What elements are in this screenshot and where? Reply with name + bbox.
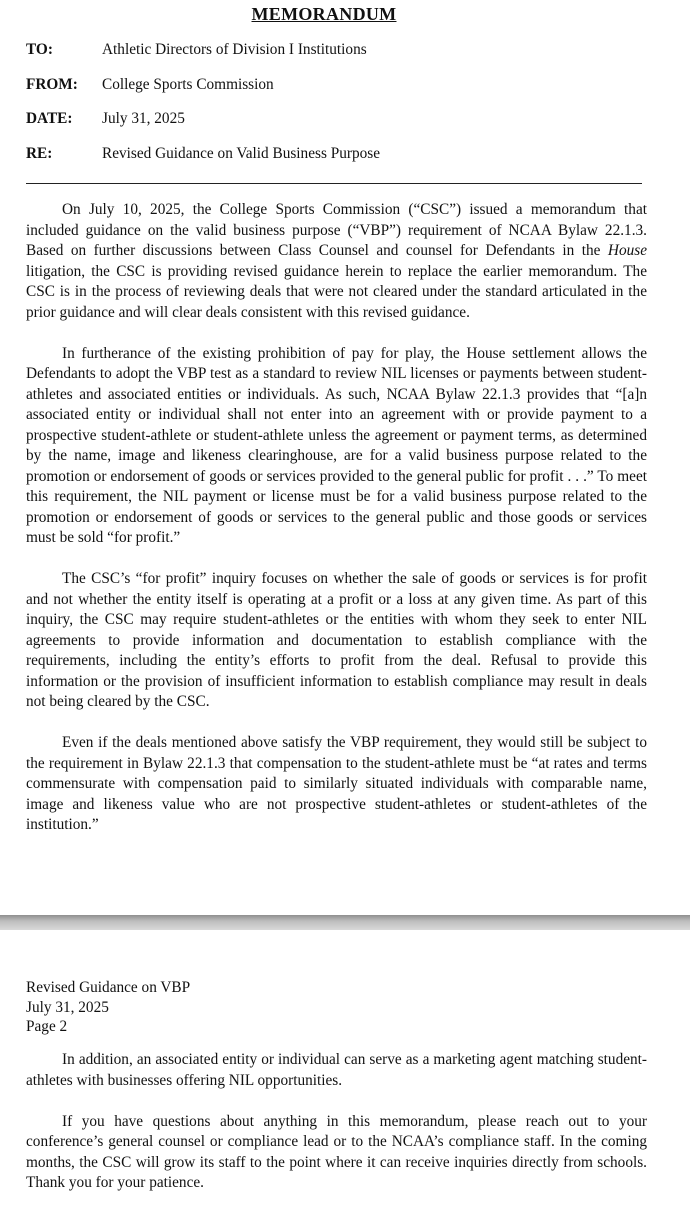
paragraph-1-part-a: On July 10, 2025, the College Sports Commission (“CSC”) issued a memorandum that included guidance on the valid business purpose (“VBP”) requirement of NCAA Bylaw 22.1.3. Based on further discussions between Class Counsel and counsel for Defendants in the xyxy=(26,201,647,259)
to-value: Athletic Directors of Division I Institutions xyxy=(102,41,367,58)
from-label: FROM: xyxy=(26,76,78,93)
date-label: DATE: xyxy=(26,110,73,127)
re-label: RE: xyxy=(26,145,53,162)
running-head xyxy=(26,978,190,1037)
from-value: College Sports Commission xyxy=(102,76,274,93)
memo-title: MEMORANDUM xyxy=(251,4,397,24)
paragraph-1-case-name: House xyxy=(607,242,647,259)
paragraph-6: If you have questions about anything in this memorandum, please reach out to your conference’s general counsel or compliance lead or to the NCAA’s compliance staff. In the coming months, the CSC will grow its staff to the point where it can receive inquiries directly from schools. Thank you for your patience. xyxy=(26,1112,647,1191)
paragraph-3: The CSC’s “for profit” inquiry focuses on whether the sale of goods or services is for profit and not whether the entity itself is operating at a profit or a loss at any given time. As part of this inquiry, the CSC may require student-athletes or the entities with whom they seek to enter NIL agreements to provide information and documentation to establish compliance with the requirements, including the entity’s efforts to profit from the deal. Refusal to provide this information or the provision of insufficient information to establish compliance may result in deals not being cleared by the CSC. xyxy=(26,570,647,710)
paragraph-5: In addition, an associated entity or individual can serve as a marketing agent matching student-athletes with businesses offering NIL opportunities. xyxy=(26,1051,647,1089)
running-head-date: July 31, 2025 xyxy=(26,998,109,1016)
page-2-body xyxy=(26,1050,647,1214)
to-label: TO: xyxy=(26,41,53,58)
running-head-page: Page 2 xyxy=(26,1018,68,1035)
page-separator xyxy=(0,915,690,930)
paragraph-1-part-b: litigation, the CSC is providing revised guidance herein to replace the earlier memorandum. The CSC is in the process of reviewing deals that were not cleared under the standard articulated in the prior guidance and will clear deals consistent with this revised guidance. xyxy=(26,262,647,321)
re-value: Revised Guidance on Valid Business Purpose xyxy=(102,145,381,162)
paragraph-4: Even if the deals mentioned above satisfy the VBP requirement, they would still be subject to the requirement in Bylaw 22.1.3 that compensation to the student-athlete must be “at rates and terms commensurate with compensation paid to similarly situated individuals with comparable name, image and likeness value who are not prospective student-athletes or student-athletes of the institution.” xyxy=(26,734,647,833)
header-divider xyxy=(26,183,642,184)
memo-page-2 xyxy=(0,930,690,1200)
memo-body xyxy=(26,200,647,856)
running-head-title: Revised Guidance on VBP xyxy=(26,979,191,996)
paragraph-2: In furtherance of the existing prohibition of pay for play, the House settlement allows the Defendants to adopt the VBP test as a standard to review NIL licenses or payments between student-athletes and associated entities or individuals. As such, NCAA Bylaw 22.1.3 provides that “[a]n associated entity or individual shall not enter into an agreement with or provide payment to a prospective student-athlete or student-athlete unless the agreement or payment terms, as determined by the name, image and likeness clearinghouse, are for a valid business purpose related to the promotion or endorsement of goods or services provided to the general public for profit . . .” To meet this requirement, the NIL payment or license must be for a valid business purpose related to the promotion or endorsement of goods or services to the general public and those goods or services must be sold “for profit.” xyxy=(26,344,647,546)
date-value: July 31, 2025 xyxy=(102,110,185,127)
paragraph-1 xyxy=(26,200,647,323)
